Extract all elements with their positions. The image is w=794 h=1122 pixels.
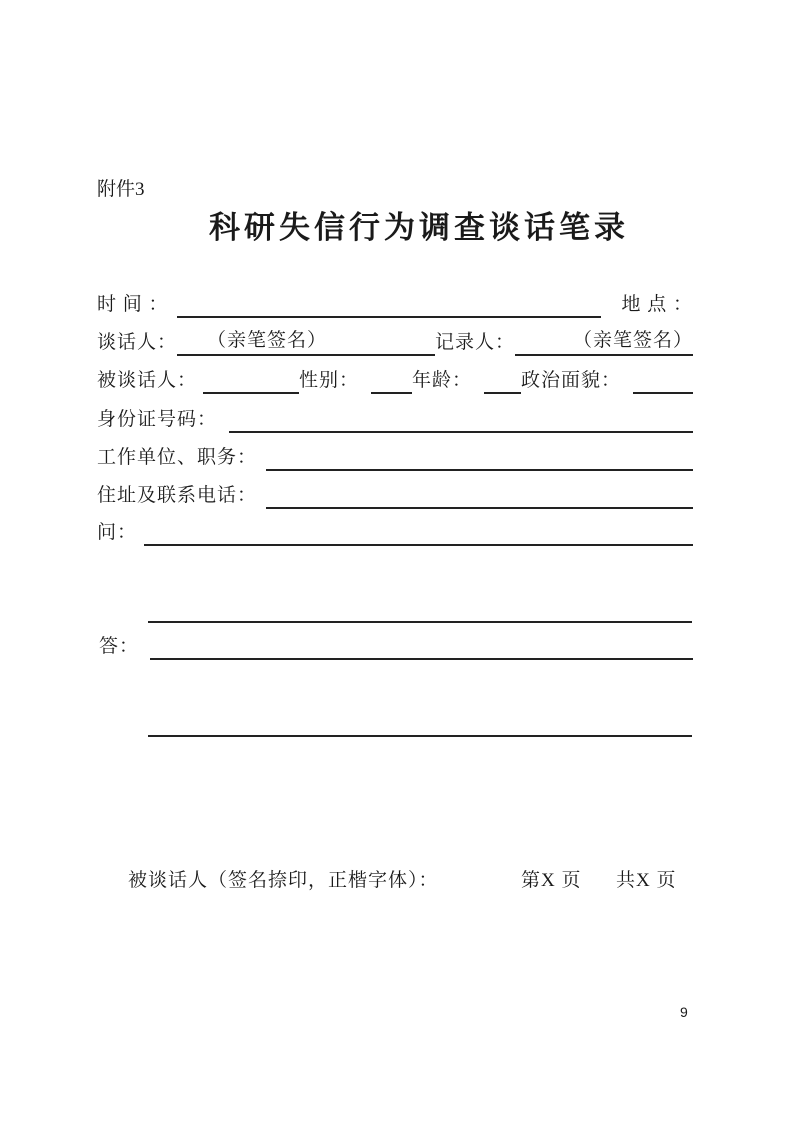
- page-total-indicator: 共X 页: [616, 870, 677, 891]
- attachment-label: 附件3: [97, 179, 145, 200]
- interviewer-field-line: [177, 318, 435, 356]
- recorder-label: 记录人：: [435, 332, 516, 353]
- gender-field-line: [371, 356, 412, 394]
- answer-label: 答：: [99, 636, 140, 657]
- interviewee-label: 被谈话人：: [97, 370, 198, 391]
- page-number: 9: [680, 1004, 688, 1020]
- gender-label: 性别：: [299, 370, 360, 391]
- work-unit-label: 工作单位、职务：: [97, 447, 258, 468]
- footer-row: [0, 866, 794, 892]
- question-field-line: [144, 508, 693, 546]
- form-row-time: [97, 280, 693, 318]
- form-row-interviewer: [97, 318, 693, 356]
- address-phone-field-line: [266, 471, 693, 509]
- form-row-question: [97, 508, 693, 546]
- interviewee-field-line: [203, 356, 299, 394]
- age-label: 年龄：: [412, 370, 473, 391]
- interviewee-signature-label: 被谈话人（签名捺印，正楷字体）：: [128, 870, 439, 891]
- location-label: 地 点 ：: [621, 294, 693, 315]
- age-field-line: [484, 356, 521, 394]
- time-label: 时 间 ：: [97, 294, 169, 315]
- time-field-line: [177, 280, 602, 318]
- form-row-interviewee: [97, 356, 693, 394]
- form-row-id-number: [97, 395, 693, 433]
- interviewer-signature-hint: （亲笔签名）: [207, 330, 328, 351]
- page-title: 科研失信行为调查谈话笔录: [209, 210, 629, 245]
- page-current-indicator: 第X 页: [521, 870, 582, 891]
- question-continuation-line: [148, 583, 692, 623]
- recorder-signature-hint: （亲笔签名）: [572, 330, 693, 351]
- interviewer-label: 谈话人：: [97, 332, 178, 353]
- form-row-answer: [99, 622, 693, 660]
- address-phone-label: 住址及联系电话：: [97, 485, 258, 506]
- form-row-work-unit: [97, 433, 693, 471]
- question-label: 问：: [97, 522, 138, 543]
- political-status-label: 政治面貌：: [521, 370, 622, 391]
- recorder-field-line: [515, 318, 693, 356]
- answer-field-line: [150, 622, 693, 660]
- id-number-label: 身份证号码：: [97, 409, 218, 430]
- work-unit-field-line: [266, 433, 693, 471]
- political-status-field-line: [633, 356, 693, 394]
- form-row-address-phone: [97, 471, 693, 509]
- answer-continuation-line: [148, 697, 692, 737]
- id-number-field-line: [229, 395, 693, 433]
